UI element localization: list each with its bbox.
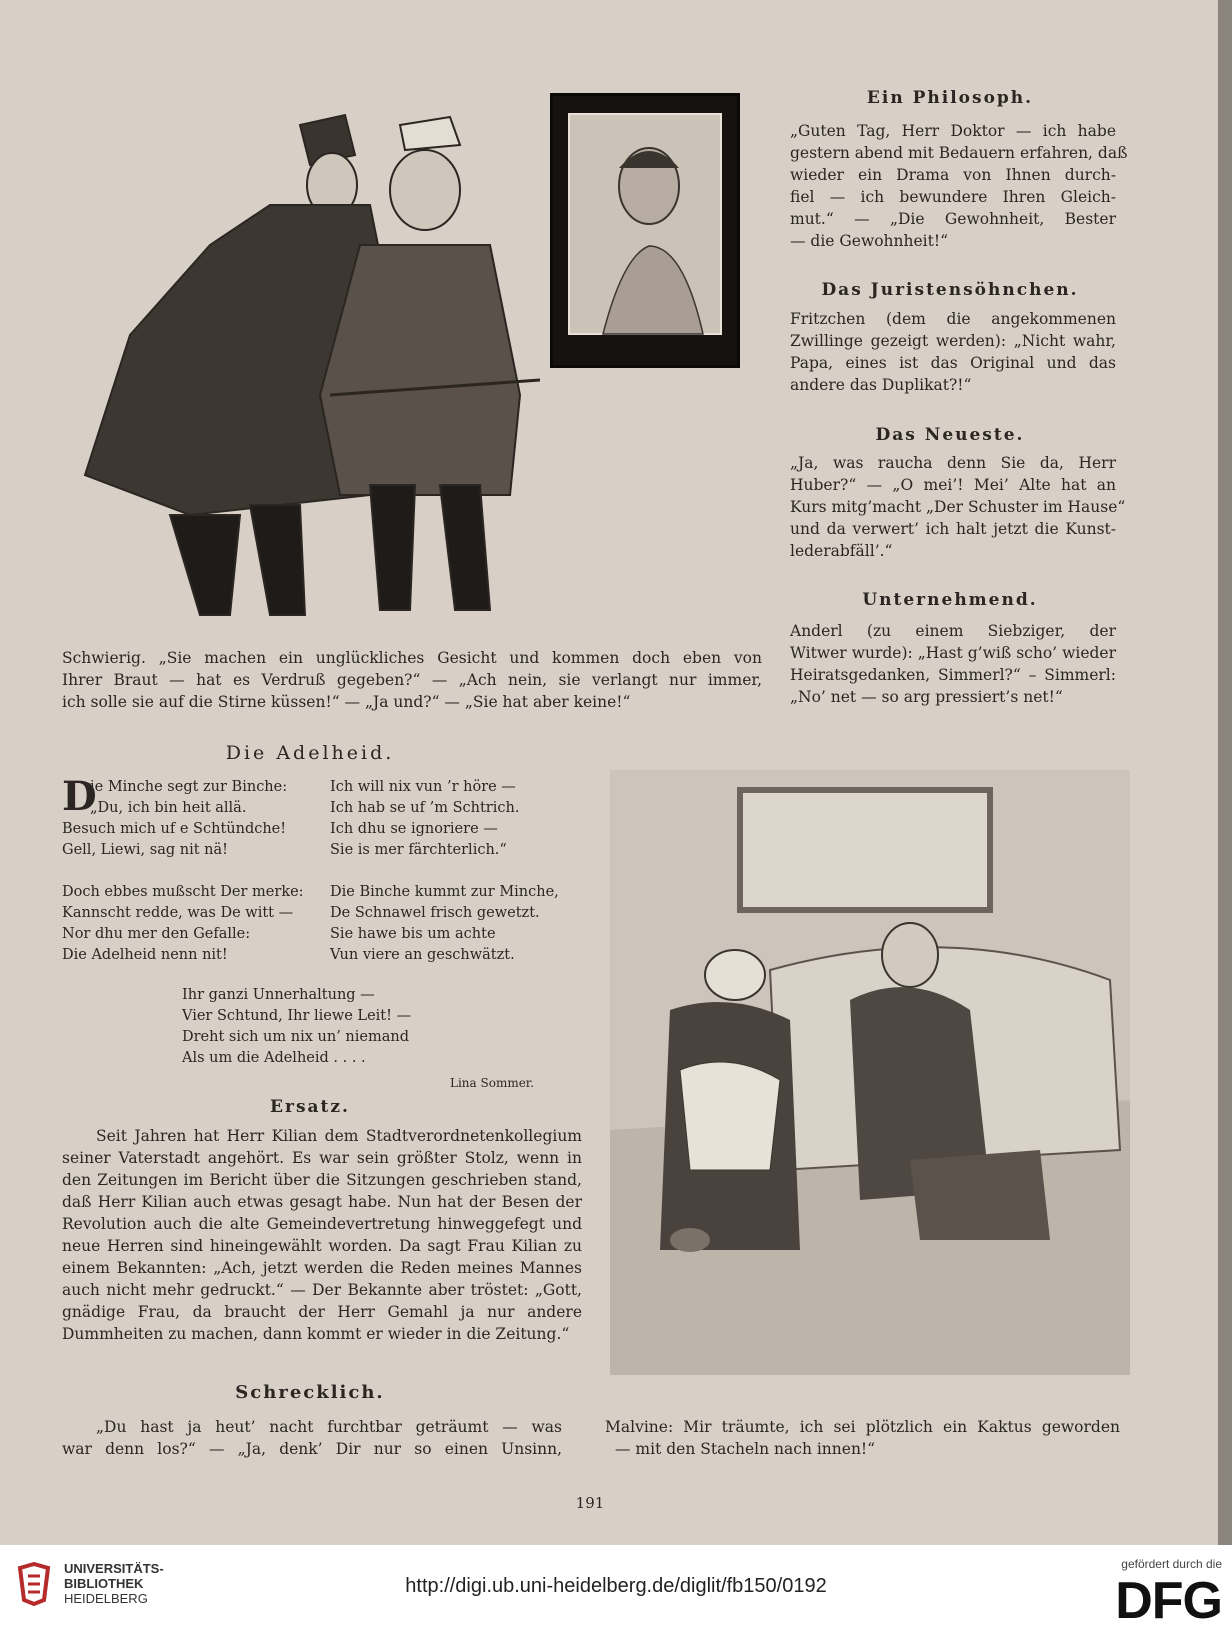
text-line: Anderl (zu einem Siebziger, der [790, 622, 1116, 640]
text-line: Kurs mitg’macht „Der Schuster im Hause“ [790, 498, 1126, 516]
verse-line: Vun viere an geschwätzt. [330, 947, 515, 963]
text-line: gnädige Frau, da braucht der Herr Gemahl ja nur andere [62, 1303, 582, 1321]
verse-line: Besuch mich uf e Schtündche! [62, 821, 287, 837]
text-line: Seit Jahren hat Herr Kilian dem Stadtverordnetenkollegium [96, 1127, 582, 1145]
dfg-wordmark: DFG [1115, 1572, 1222, 1630]
text-line: den Zeitungen im Bericht über die Sitzungen geschrieben stand, [62, 1171, 582, 1189]
text-philosoph [790, 120, 1128, 252]
text-ersatz [62, 1125, 582, 1345]
verse-line: ie Minche segt zur Binche: [90, 779, 288, 795]
text-line: war denn los?“ — „Ja, denk’ Dir nur so einen Unsinn, [62, 1440, 562, 1458]
verse-line: Ihr ganzi Unnerhaltung — [182, 987, 375, 1003]
caption-schwierig [62, 647, 762, 713]
text-line: andere das Duplikat?!“ [790, 376, 972, 394]
verse-line: De Schnawel frisch gewetzt. [330, 905, 540, 921]
heading-neueste: Das Neueste. [875, 425, 1025, 445]
text-juristen [790, 308, 1116, 396]
verse-line: Sie hawe bis um achte [330, 926, 496, 942]
text-unternehmend [790, 620, 1116, 708]
stanza-2-left [62, 882, 312, 966]
verse-line: Die Binche kummt zur Minche, [330, 884, 559, 900]
text-line: einem Bekannten: „Ach, jetzt werden die Reden meines Mannes [62, 1259, 582, 1277]
verse-line: Ich will nix vun ’r höre — [330, 779, 516, 795]
heading-juristen: Das Juristensöhnchen. [821, 280, 1079, 300]
drop-cap: D [62, 773, 97, 820]
university-line: HEIDELBERG [64, 1591, 148, 1606]
page-edge [1218, 0, 1232, 1545]
university-line: BIBLIOTHEK [64, 1576, 144, 1591]
text-line: Revolution auch die alte Gemeindevertretung hinweggefegt und [62, 1215, 582, 1233]
text-line: fiel — ich bewundere Ihren Gleich- [790, 188, 1116, 206]
stanza-1-left [62, 773, 312, 861]
text-line: — mit den Stacheln nach innen!“ [615, 1440, 876, 1458]
verse-line: Doch ebbes mußscht Der merke: [62, 884, 304, 900]
source-url[interactable]: http://digi.ub.uni-heidelberg.de/diglit/fb150/0192 [405, 1575, 827, 1597]
text-line: und da verwert’ ich halt jetzt die Kunst- [790, 520, 1116, 538]
text-line: gestern abend mit Bedauern erfahren, daß [790, 144, 1128, 162]
text-line: daß Herr Kilian auch etwas gesagt habe. Nun hat der Besen der [62, 1193, 582, 1211]
verse-line: Dreht sich um nix un’ niemand [182, 1029, 409, 1045]
stanza-2-right [330, 882, 590, 966]
text-neueste [790, 452, 1126, 562]
stanza-3 [182, 985, 462, 1069]
text-schrecklich-left [62, 1416, 562, 1460]
text-line: Ihrer Braut — hat es Verdruß gegeben?“ — „Ach nein, sie verlangt nur immer, [62, 671, 762, 689]
text-line: „Ja, was raucha denn Sie da, Herr [790, 454, 1116, 472]
illustration-two-men [70, 95, 550, 620]
dfg-logo[interactable] [1115, 1557, 1222, 1631]
text-line: Fritzchen (dem die angekommenen [790, 310, 1116, 328]
university-line: UNIVERSITÄTS- [64, 1561, 164, 1576]
text-line: „Guten Tag, Herr Doktor — ich habe [790, 122, 1116, 140]
heading-philosoph: Ein Philosoph. [866, 88, 1034, 108]
verse-line: Gell, Liewi, sag nit nä! [62, 842, 228, 858]
text-line: Papa, eines ist das Original und das [790, 354, 1116, 372]
heading-ersatz: Ersatz. [270, 1097, 350, 1117]
text-line: Heiratsgedanken, Simmerl?“ – Simmerl: [790, 666, 1116, 684]
heading-schrecklich: Schrecklich. [235, 1382, 385, 1403]
text-line: lederabfäll’.“ [790, 542, 893, 560]
verse-line: Kannscht redde, was De witt — [62, 905, 294, 921]
verse-line: Als um die Adelheid . . . . [182, 1050, 366, 1066]
page-number: 191 [575, 1494, 605, 1512]
text-line: Dummheiten zu machen, dann kommt er wieder in die Zeitung.“ [62, 1325, 570, 1343]
text-line: Witwer wurde): „Hast g’wiß scho’ wieder [790, 644, 1116, 662]
text-line: — die Gewohnheit!“ [790, 232, 949, 250]
text-line: ich solle sie auf die Stirne küssen!“ — „Ja und?“ — „Sie hat aber keine!“ [62, 693, 631, 711]
verse-line: Vier Schtund, Ihr liewe Leit! — [182, 1008, 412, 1024]
verse-line: „Du, ich bin heit allä. [90, 800, 247, 816]
framed-portrait [550, 93, 740, 368]
footer-bar [0, 1545, 1232, 1640]
text-line: „No’ net — so arg pressiert’s net!“ [790, 688, 1063, 706]
text-line: neue Herren sind hineingewählt worden. Da sagt Frau Kilian zu [62, 1237, 582, 1255]
text-line: „Du hast ja heut’ nacht furchtbar geträumt — was [96, 1418, 562, 1436]
text-line: mut.“ — „Die Gewohnheit, Bester [790, 210, 1116, 228]
text-line: seiner Vaterstadt angehört. Es war sein größter Stolz, wenn in [62, 1149, 582, 1167]
text-line: auch nicht mehr gedruckt.“ — Der Bekannte aber tröstet: „Gott, [62, 1281, 582, 1299]
poem-author: Lina Sommer. [450, 1076, 535, 1090]
text-line: Schwierig. „Sie machen ein unglückliches Gesicht und kommen doch eben von [62, 649, 762, 667]
heading-unternehmend: Unternehmend. [862, 590, 1038, 610]
text-line: wieder ein Drama von Ihnen durch- [790, 166, 1116, 184]
verse-line: Ich dhu se ignoriere — [330, 821, 498, 837]
text-line: Malvine: Mir träumte, ich sei plötzlich ein Kaktus geworden [605, 1418, 1120, 1436]
verse-line: Nor dhu mer den Gefalle: [62, 926, 251, 942]
text-line: Huber?“ — „O mei’! Mei’ Alte hat an [790, 476, 1116, 494]
verse-line: Sie is mer färchterlich.“ [330, 842, 507, 858]
text-line: Zwillinge gezeigt werden): „Nicht wahr, [790, 332, 1116, 350]
illustration-couple-sofa [610, 770, 1130, 1375]
verse-line: Die Adelheid nenn nit! [62, 947, 228, 963]
stanza-1-right [330, 777, 580, 861]
dfg-label: gefördert durch die [1121, 1557, 1222, 1571]
verse-line: Ich hab se uf ’m Schtrich. [330, 800, 520, 816]
heading-adelheid: Die Adelheid. [225, 742, 395, 764]
text-schrecklich-right [605, 1416, 1120, 1460]
